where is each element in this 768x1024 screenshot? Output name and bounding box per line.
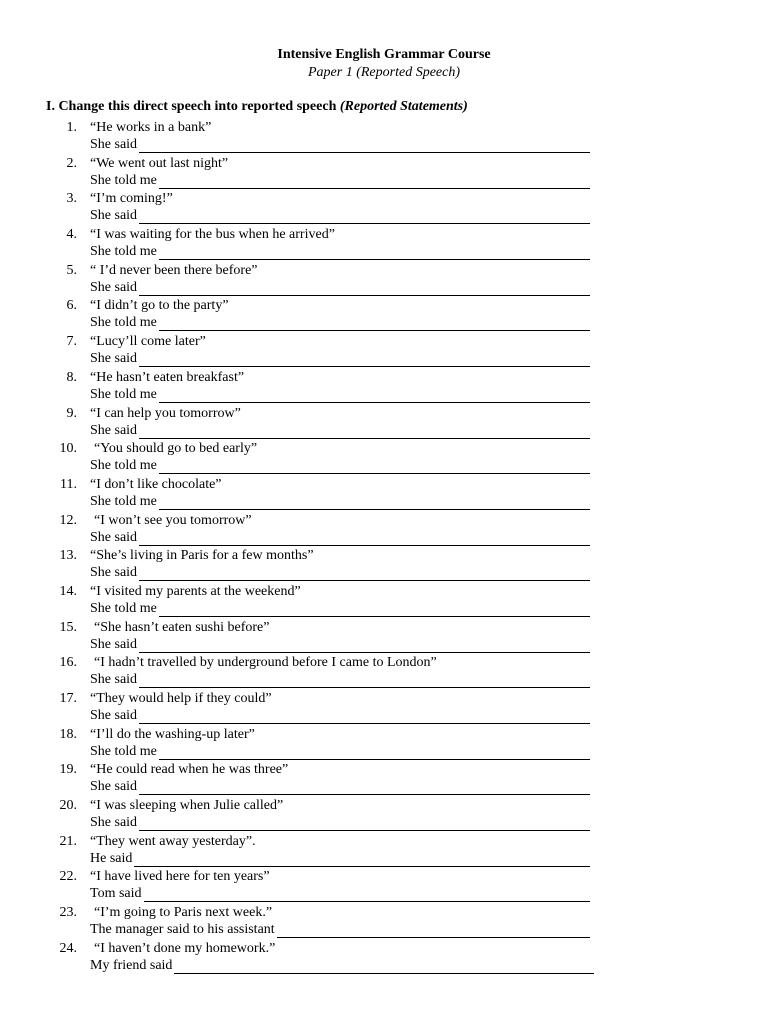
exercise-item <box>0 583 768 619</box>
answer-line <box>90 672 590 688</box>
exercise-item <box>0 797 768 833</box>
answer-lead-in: She said <box>90 208 138 224</box>
answer-lead-in: She said <box>90 672 138 688</box>
direct-speech-quote: “She hasn’t eaten sushi before” <box>94 619 270 635</box>
answer-lead-in: She said <box>90 636 138 652</box>
item-number: 10. <box>59 441 77 457</box>
direct-speech-quote: “I’m going to Paris next week.” <box>94 905 273 921</box>
direct-speech-quote: “They went away yesterday”. <box>90 833 256 849</box>
exercise-item <box>0 761 768 797</box>
direct-speech-quote: “I’m coming!” <box>90 191 173 207</box>
answer-blank[interactable] <box>159 246 590 260</box>
answer-lead-in: She told me <box>90 386 157 402</box>
exercise-item <box>0 619 768 655</box>
direct-speech-quote: “They would help if they could” <box>90 691 272 706</box>
item-number: 16. <box>59 655 77 671</box>
direct-speech-quote: “I don’t like chocolate” <box>90 476 222 492</box>
answer-blank[interactable] <box>139 817 590 831</box>
answer-line <box>90 387 590 403</box>
answer-lead-in: She told me <box>90 600 157 616</box>
item-number: 3. <box>66 191 77 207</box>
exercise-item <box>0 868 768 904</box>
item-number: 23. <box>59 905 77 921</box>
answer-line <box>90 744 590 760</box>
answer-line <box>90 244 590 260</box>
answer-blank[interactable] <box>277 924 590 938</box>
answer-line <box>90 922 590 938</box>
answer-line <box>90 779 590 795</box>
direct-speech-quote: “I’ll do the washing-up later” <box>90 726 255 742</box>
item-number: 4. <box>66 227 77 243</box>
direct-speech-quote: “I was waiting for the bus when he arrived” <box>90 227 335 243</box>
exercise-item <box>0 654 768 690</box>
direct-speech-quote: “I didn’t go to the party” <box>90 298 229 314</box>
answer-blank[interactable] <box>159 389 590 403</box>
answer-blank[interactable] <box>139 639 590 653</box>
exercise-item <box>0 297 768 333</box>
item-number: 2. <box>66 155 77 171</box>
answer-lead-in: Tom said <box>90 886 142 902</box>
exercise-item <box>0 476 768 512</box>
answer-blank[interactable] <box>144 888 590 902</box>
answer-line <box>90 958 594 974</box>
answer-blank[interactable] <box>159 746 590 760</box>
item-number: 19. <box>59 762 77 778</box>
exercise-list <box>0 119 768 976</box>
exercise-item <box>0 119 768 155</box>
exercise-item <box>0 333 768 369</box>
answer-lead-in: She told me <box>90 743 157 759</box>
exercise-item <box>0 369 768 405</box>
direct-speech-quote: “I visited my parents at the weekend” <box>90 583 301 599</box>
item-number: 24. <box>59 940 77 956</box>
answer-blank[interactable] <box>139 781 590 795</box>
direct-speech-quote: “ I’d never been there before” <box>90 262 258 278</box>
direct-speech-quote: “He could read when he was three” <box>90 762 289 778</box>
exercise-item <box>0 547 768 583</box>
answer-lead-in: She said <box>90 137 138 152</box>
exercise-item <box>0 904 768 940</box>
exercise-item <box>0 190 768 226</box>
exercise-item <box>0 226 768 262</box>
exercise-item <box>0 512 768 548</box>
item-number: 22. <box>59 869 77 885</box>
item-number: 7. <box>66 334 77 350</box>
document-title: Intensive English Grammar Course <box>277 47 491 62</box>
direct-speech-quote: “Lucy’ll come later” <box>90 334 206 350</box>
answer-blank[interactable] <box>174 960 594 974</box>
answer-lead-in: She said <box>90 422 138 438</box>
direct-speech-quote: “You should go to bed early” <box>94 441 258 457</box>
item-number: 17. <box>59 691 77 706</box>
answer-line <box>90 601 590 617</box>
item-number: 11. <box>60 476 77 492</box>
answer-line <box>90 851 590 867</box>
direct-speech-quote: “I won’t see you tomorrow” <box>94 512 252 528</box>
answer-line <box>90 530 590 546</box>
answer-lead-in: She said <box>90 708 138 723</box>
direct-speech-quote: “I was sleeping when Julie called” <box>90 798 284 814</box>
answer-blank[interactable] <box>139 710 590 724</box>
item-number: 15. <box>59 619 77 635</box>
item-number: 12. <box>59 512 77 528</box>
direct-speech-quote: “I hadn’t travelled by underground before I came to London” <box>94 655 437 671</box>
direct-speech-quote: “We went out last night” <box>90 155 229 171</box>
answer-lead-in: She said <box>90 565 138 581</box>
exercise-item <box>0 940 768 976</box>
answer-lead-in: She told me <box>90 244 157 260</box>
answer-blank[interactable] <box>159 603 590 617</box>
item-number: 21. <box>59 833 77 849</box>
answer-line <box>90 351 590 367</box>
answer-lead-in: She said <box>90 779 138 795</box>
answer-blank[interactable] <box>139 567 590 581</box>
answer-line <box>90 280 590 296</box>
answer-blank[interactable] <box>159 496 590 510</box>
answer-line <box>90 208 590 224</box>
section-heading <box>46 99 468 115</box>
answer-line <box>90 565 590 581</box>
exercise-item <box>0 155 768 191</box>
answer-line <box>90 886 590 902</box>
item-number: 1. <box>66 120 77 135</box>
answer-lead-in: The manager said to his assistant <box>90 922 275 938</box>
answer-blank[interactable] <box>139 532 590 546</box>
direct-speech-quote: “He works in a bank” <box>90 120 212 135</box>
answer-blank[interactable] <box>159 460 590 474</box>
direct-speech-quote: “I can help you tomorrow” <box>90 405 241 421</box>
item-number: 5. <box>66 262 77 278</box>
answer-lead-in: She said <box>90 351 138 367</box>
answer-line <box>90 423 590 439</box>
answer-lead-in: She said <box>90 279 138 295</box>
exercise-item <box>0 262 768 298</box>
answer-lead-in: She told me <box>90 315 157 331</box>
item-number: 8. <box>66 369 77 385</box>
answer-lead-in: She told me <box>90 493 157 509</box>
answer-lead-in: She said <box>90 815 138 831</box>
answer-line <box>90 173 590 189</box>
answer-blank[interactable] <box>139 353 590 367</box>
answer-blank[interactable] <box>139 425 590 439</box>
answer-line <box>90 637 590 653</box>
answer-line <box>90 458 590 474</box>
section-label: I. Change this direct speech into reported speech <box>46 99 340 114</box>
answer-lead-in: She said <box>90 529 138 545</box>
item-number: 13. <box>59 548 77 564</box>
answer-blank[interactable] <box>159 175 590 189</box>
answer-lead-in: My friend said <box>90 957 173 973</box>
document-subtitle: Paper 1 (Reported Speech) <box>308 65 460 80</box>
answer-blank[interactable] <box>134 853 590 867</box>
exercise-item <box>0 833 768 869</box>
direct-speech-quote: “He hasn’t eaten breakfast” <box>90 369 245 385</box>
item-number: 14. <box>59 583 77 599</box>
item-number: 6. <box>66 298 77 314</box>
answer-line <box>90 315 590 331</box>
item-number: 20. <box>59 798 77 814</box>
answer-line <box>90 137 590 153</box>
item-number: 9. <box>66 405 77 421</box>
direct-speech-quote: “I haven’t done my homework.” <box>94 940 276 956</box>
direct-speech-quote: “I have lived here for ten years” <box>90 869 270 885</box>
answer-lead-in: She told me <box>90 458 157 474</box>
direct-speech-quote: “She’s living in Paris for a few months” <box>90 548 314 564</box>
answer-blank[interactable] <box>139 139 590 153</box>
answer-line <box>90 815 590 831</box>
exercise-item <box>0 690 768 726</box>
answer-lead-in: She told me <box>90 172 157 188</box>
answer-line <box>90 708 590 724</box>
answer-line <box>90 494 590 510</box>
exercise-item <box>0 440 768 476</box>
exercise-item <box>0 405 768 441</box>
item-number: 18. <box>59 726 77 742</box>
answer-blank[interactable] <box>139 282 590 296</box>
answer-blank[interactable] <box>159 317 590 331</box>
answer-lead-in: He said <box>90 850 133 866</box>
exercise-item <box>0 726 768 762</box>
answer-blank[interactable] <box>139 210 590 224</box>
section-label-italic: (Reported Statements) <box>339 99 468 114</box>
answer-blank[interactable] <box>139 674 590 688</box>
